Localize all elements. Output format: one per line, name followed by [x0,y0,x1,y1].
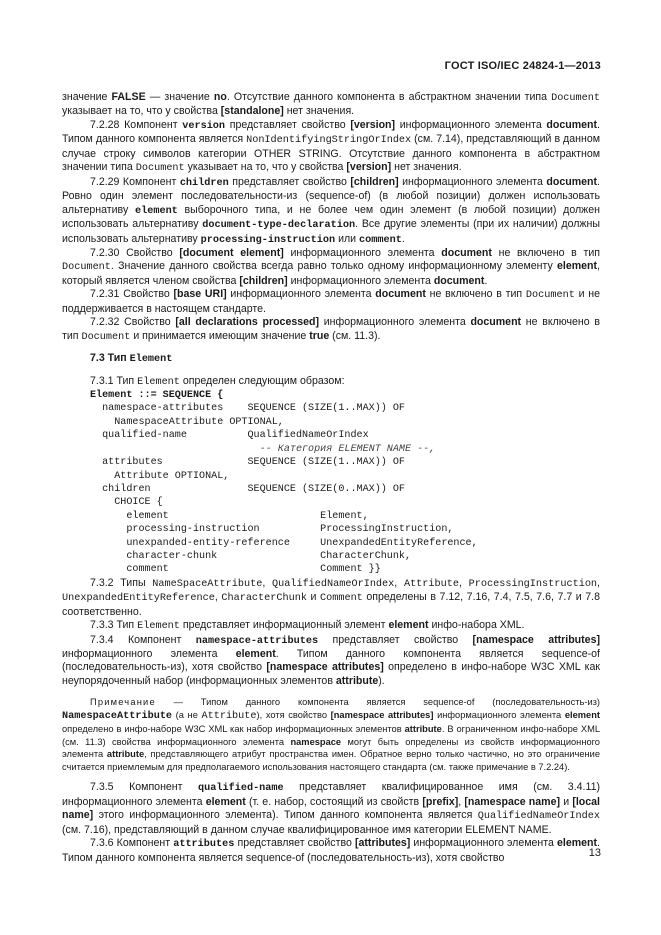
paragraph-7-3-6: 7.3.6 Компонент attributes представляет свойство [attributes] информационного элемента element. Типом данного компонента является sequence-of (последовательность-из), хотя свойство [62,837,600,864]
paragraph-7-3-4: 7.3.4 Компонент namespace-attributes представляет свойство [namespace attributes] информационного элемента element. Типом данного компонента является sequence-of (последовательность-из), хотя свойство [namespace attributes] определено в инфо-наборе W3C XML как неупорядоченный набор (информационных элементов attribute). [62,633,601,687]
paragraph-7-2-29: 7.2.29 Компонент children представляет свойство [children] информационного элемента document. Ровно один элемент последовательности-из (sequence-of) (в любой позиции) должен использовать альтернативу element выборочного типа, и не более чем один элемент (в любой позиции) должен использовать альтернативу document-type-declaration. Все другие элементы (при их наличии) должны использовать альтернативу processing-instruction или comment. [62,175,600,246]
paragraph-7-2-28: 7.2.28 Компонент version представляет свойство [version] информационного элемента document. Типом данного компонента является NonIdentifyingStringOrIndex (см. 7.14), представляющий в данном случае строку символов категории OTHER STRING. Отсутствие данного компонента в абстрактном значении типа Document указывает на то, что у свойства [version] нет значения. [62,118,601,175]
paragraph-7-2-31: 7.2.31 Свойство [base URI] информационного элемента document не включено в тип Document и не поддерживается в настоящем стандарте. [62,288,600,315]
code-line: children SEQUENCE (SIZE(0..MAX)) OF [90,483,405,495]
paragraph-7-3-5: 7.3.5 Компонент qualified-name представляет квалифицированное имя (см. 3.4.11) информационного элемента element (т. е. набор, состоящий из свойств [prefix], [namespace name] и [local name] этого информационного элемента). Типом данного компонента является QualifiedNameOrIndex (см. 7.16), представляющий в данном случае квалифицированное имя категории ELEMENT NAME. [62,781,600,836]
code-line: attributes SEQUENCE (SIZE(1..MAX)) OF [90,457,405,469]
code-line: namespace-attributes SEQUENCE (SIZE(1..MAX)) OF [90,403,405,415]
note-paragraph: Примечание — Типом данного компонента является sequence-of (последовательность-из) NamespaceAttribute (а не Attribute), хотя свойство [namespace attributes] информационного элемента element определено в инфо-наборе W3C XML как набор информационных элементов attribute. В ограниченном инфо-наборе XML (см. 11.3) свойства информационного элемента namespace могут быть определены из свойств информационного элемента attribute, представляющего атрибут пространства имен. Обратное верно только частично, но это ограничение считается приемлемым для предполагаемого использования настоящего стандарта (см. также примечание в 7.2.24). [62,697,600,772]
paragraph-7-2-32: 7.2.32 Свойство [all declarations processed] информационного элемента document не включено в тип Document и принимается имеющим значение true (см. 11.3). [62,316,600,343]
section-heading-7-3: 7.3 Тип Element [90,352,173,366]
paragraph-7-3-2: 7.3.2 Типы NameSpaceAttribute, QualifiedNameOrIndex, Attribute, ProcessingInstruction, UnexpandedEntityReference, CharacterChunk и Comment определены в 7.12, 7.16, 7.4, 7.5, 7.6, 7.7 и 7.8 соответственно. [62,576,600,618]
code-line: Attribute OPTIONAL, [90,470,230,482]
paragraph-7-2-30: 7.2.30 Свойство [document element] информационного элемента document не включено в тип Document. Значение данного свойства всегда равно только одному информационному элементу element, который является членом свойства [children] информационного элемента document. [62,246,601,287]
code-comment-line: -- Категория ELEMENT NAME --, [90,443,436,455]
code-line: processing-instruction ProcessingInstruction, [90,524,454,536]
asn1-code-block [62,389,600,577]
code-line: unexpanded-entity-reference UnexpandedEntityReference, [90,537,478,549]
page-number: 13 [588,847,601,859]
code-line: qualified-name QualifiedNameOrIndex [90,430,369,442]
page-header-standard: ГОСТ ISO/IEC 24824-1—2013 [444,60,601,72]
code-line: comment Comment }} [90,564,381,576]
paragraph-7-3-1: 7.3.1 Тип Element определен следующим образом: [90,374,345,388]
code-line: Element ::= SEQUENCE { [90,390,224,402]
paragraph-7-3-3: 7.3.3 Тип Element представляет информационный элемент element инфо-набора XML. [90,619,525,633]
paragraph-standalone-end: значение FALSE — значение no. Отсутствие данного компонента в абстрактном значении типа Document указывает на то, что у свойства [standalone] нет значения. [62,91,600,118]
code-line: NamespaceAttribute OPTIONAL, [90,416,284,428]
code-line: character-chunk CharacterChunk, [90,550,412,562]
page-body [62,91,600,865]
code-line: element Element, [90,510,369,522]
code-line: CHOICE { [90,497,163,509]
